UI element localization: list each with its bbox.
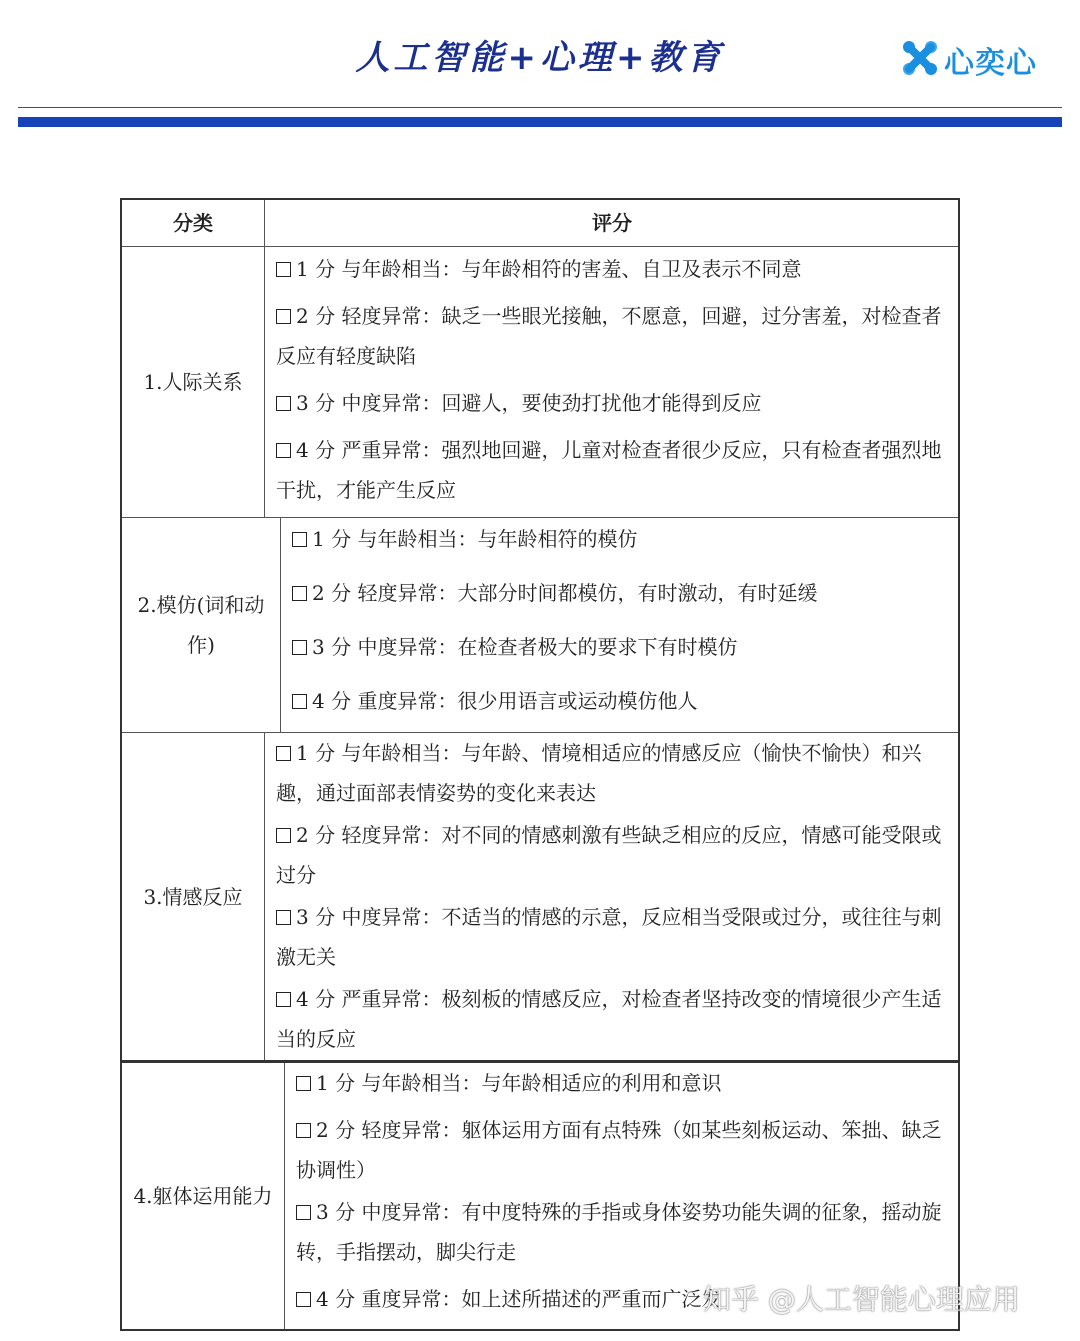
table-row <box>122 246 958 517</box>
watermark: 知乎 @人工智能心理应用 <box>703 1283 1020 1316</box>
checkbox-icon[interactable] <box>276 309 291 324</box>
category-cell: 4.躯体运用能力 <box>122 1063 285 1329</box>
rating-table <box>120 198 960 1062</box>
page-title: 人工智能+心理+教育 <box>355 38 725 78</box>
checkbox-icon[interactable] <box>296 1292 311 1307</box>
table-header-row <box>122 200 958 246</box>
score-option: 1 分 与年龄相当：与年龄、情境相适应的情感反应（愉快不愉快）和兴趣，通过面部表情姿势的变化来表达 <box>276 741 922 805</box>
score-cell <box>281 518 958 732</box>
checkbox-icon[interactable] <box>292 532 307 547</box>
checkbox-icon[interactable] <box>276 910 291 925</box>
logo-x-icon <box>900 38 940 78</box>
header-divider-thin <box>18 107 1062 108</box>
checkbox-icon[interactable] <box>276 828 291 843</box>
checkbox-icon[interactable] <box>276 396 291 411</box>
score-option: 1 分 与年龄相当：与年龄相符的模仿 <box>292 519 948 559</box>
score-option: 2 分 轻度异常：躯体运用方面有点特殊（如某些刻板运动、笨拙、缺乏协调性） <box>296 1118 942 1182</box>
column-header-score: 评分 <box>592 211 632 235</box>
score-cell <box>265 247 958 517</box>
category-cell: 3.情感反应 <box>122 733 265 1060</box>
score-option: 1 分 与年龄相当：与年龄相适应的利用和意识 <box>296 1063 948 1103</box>
checkbox-icon[interactable] <box>292 640 307 655</box>
score-option: 2 分 轻度异常：对不同的情感刺激有些缺乏相应的反应，情感可能受限或过分 <box>276 823 942 887</box>
checkbox-icon[interactable] <box>276 443 291 458</box>
checkbox-icon[interactable] <box>292 694 307 709</box>
checkbox-icon[interactable] <box>296 1205 311 1220</box>
checkbox-icon[interactable] <box>292 586 307 601</box>
score-option: 1 分 与年龄相当：与年龄相符的害羞、自卫及表示不同意 <box>276 249 948 289</box>
score-option: 2 分 轻度异常：大部分时间都模仿，有时激动，有时延缓 <box>292 573 948 613</box>
score-option: 3 分 中度异常：回避人，要使劲打扰他才能得到反应 <box>276 383 948 423</box>
checkbox-icon[interactable] <box>276 992 291 1007</box>
brand-logo <box>900 36 1050 80</box>
checkbox-icon[interactable] <box>276 746 291 761</box>
score-option: 3 分 中度异常：有中度特殊的手指或身体姿势功能失调的征象，摇动旋转，手指摆动，脚尖行走 <box>296 1200 942 1264</box>
score-option: 3 分 中度异常：不适当的情感的示意，反应相当受限或过分，或往往与刺激无关 <box>276 905 942 969</box>
score-option: 2 分 轻度异常：缺乏一些眼光接触，不愿意，回避，过分害羞，对检查者反应有轻度缺陷 <box>276 304 942 368</box>
category-cell: 2.模仿(词和动作) <box>122 518 281 732</box>
score-option: 4 分 严重异常：强烈地回避，儿童对检查者很少反应，只有检查者强烈地干扰，才能产生反应 <box>276 438 942 502</box>
checkbox-icon[interactable] <box>296 1123 311 1138</box>
checkbox-icon[interactable] <box>296 1076 311 1091</box>
score-option: 4 分 严重异常：极刻板的情感反应，对检查者坚持改变的情境很少产生适当的反应 <box>276 987 942 1051</box>
table-row <box>122 732 958 1060</box>
logo-text: 心奕心 <box>944 46 1037 81</box>
category-cell: 1.人际关系 <box>122 247 265 517</box>
score-option: 4 分 重度异常：很少用语言或运动模仿他人 <box>292 681 948 721</box>
score-option: 4 分 重度异常：如上述所描述的严重而广泛发 <box>296 1279 948 1319</box>
score-cell <box>265 733 958 1060</box>
header-divider-thick <box>18 117 1062 127</box>
column-header-category: 分类 <box>122 200 265 246</box>
score-option: 3 分 中度异常：在检查者极大的要求下有时模仿 <box>292 627 948 667</box>
table-row <box>122 517 958 732</box>
checkbox-icon[interactable] <box>276 262 291 277</box>
